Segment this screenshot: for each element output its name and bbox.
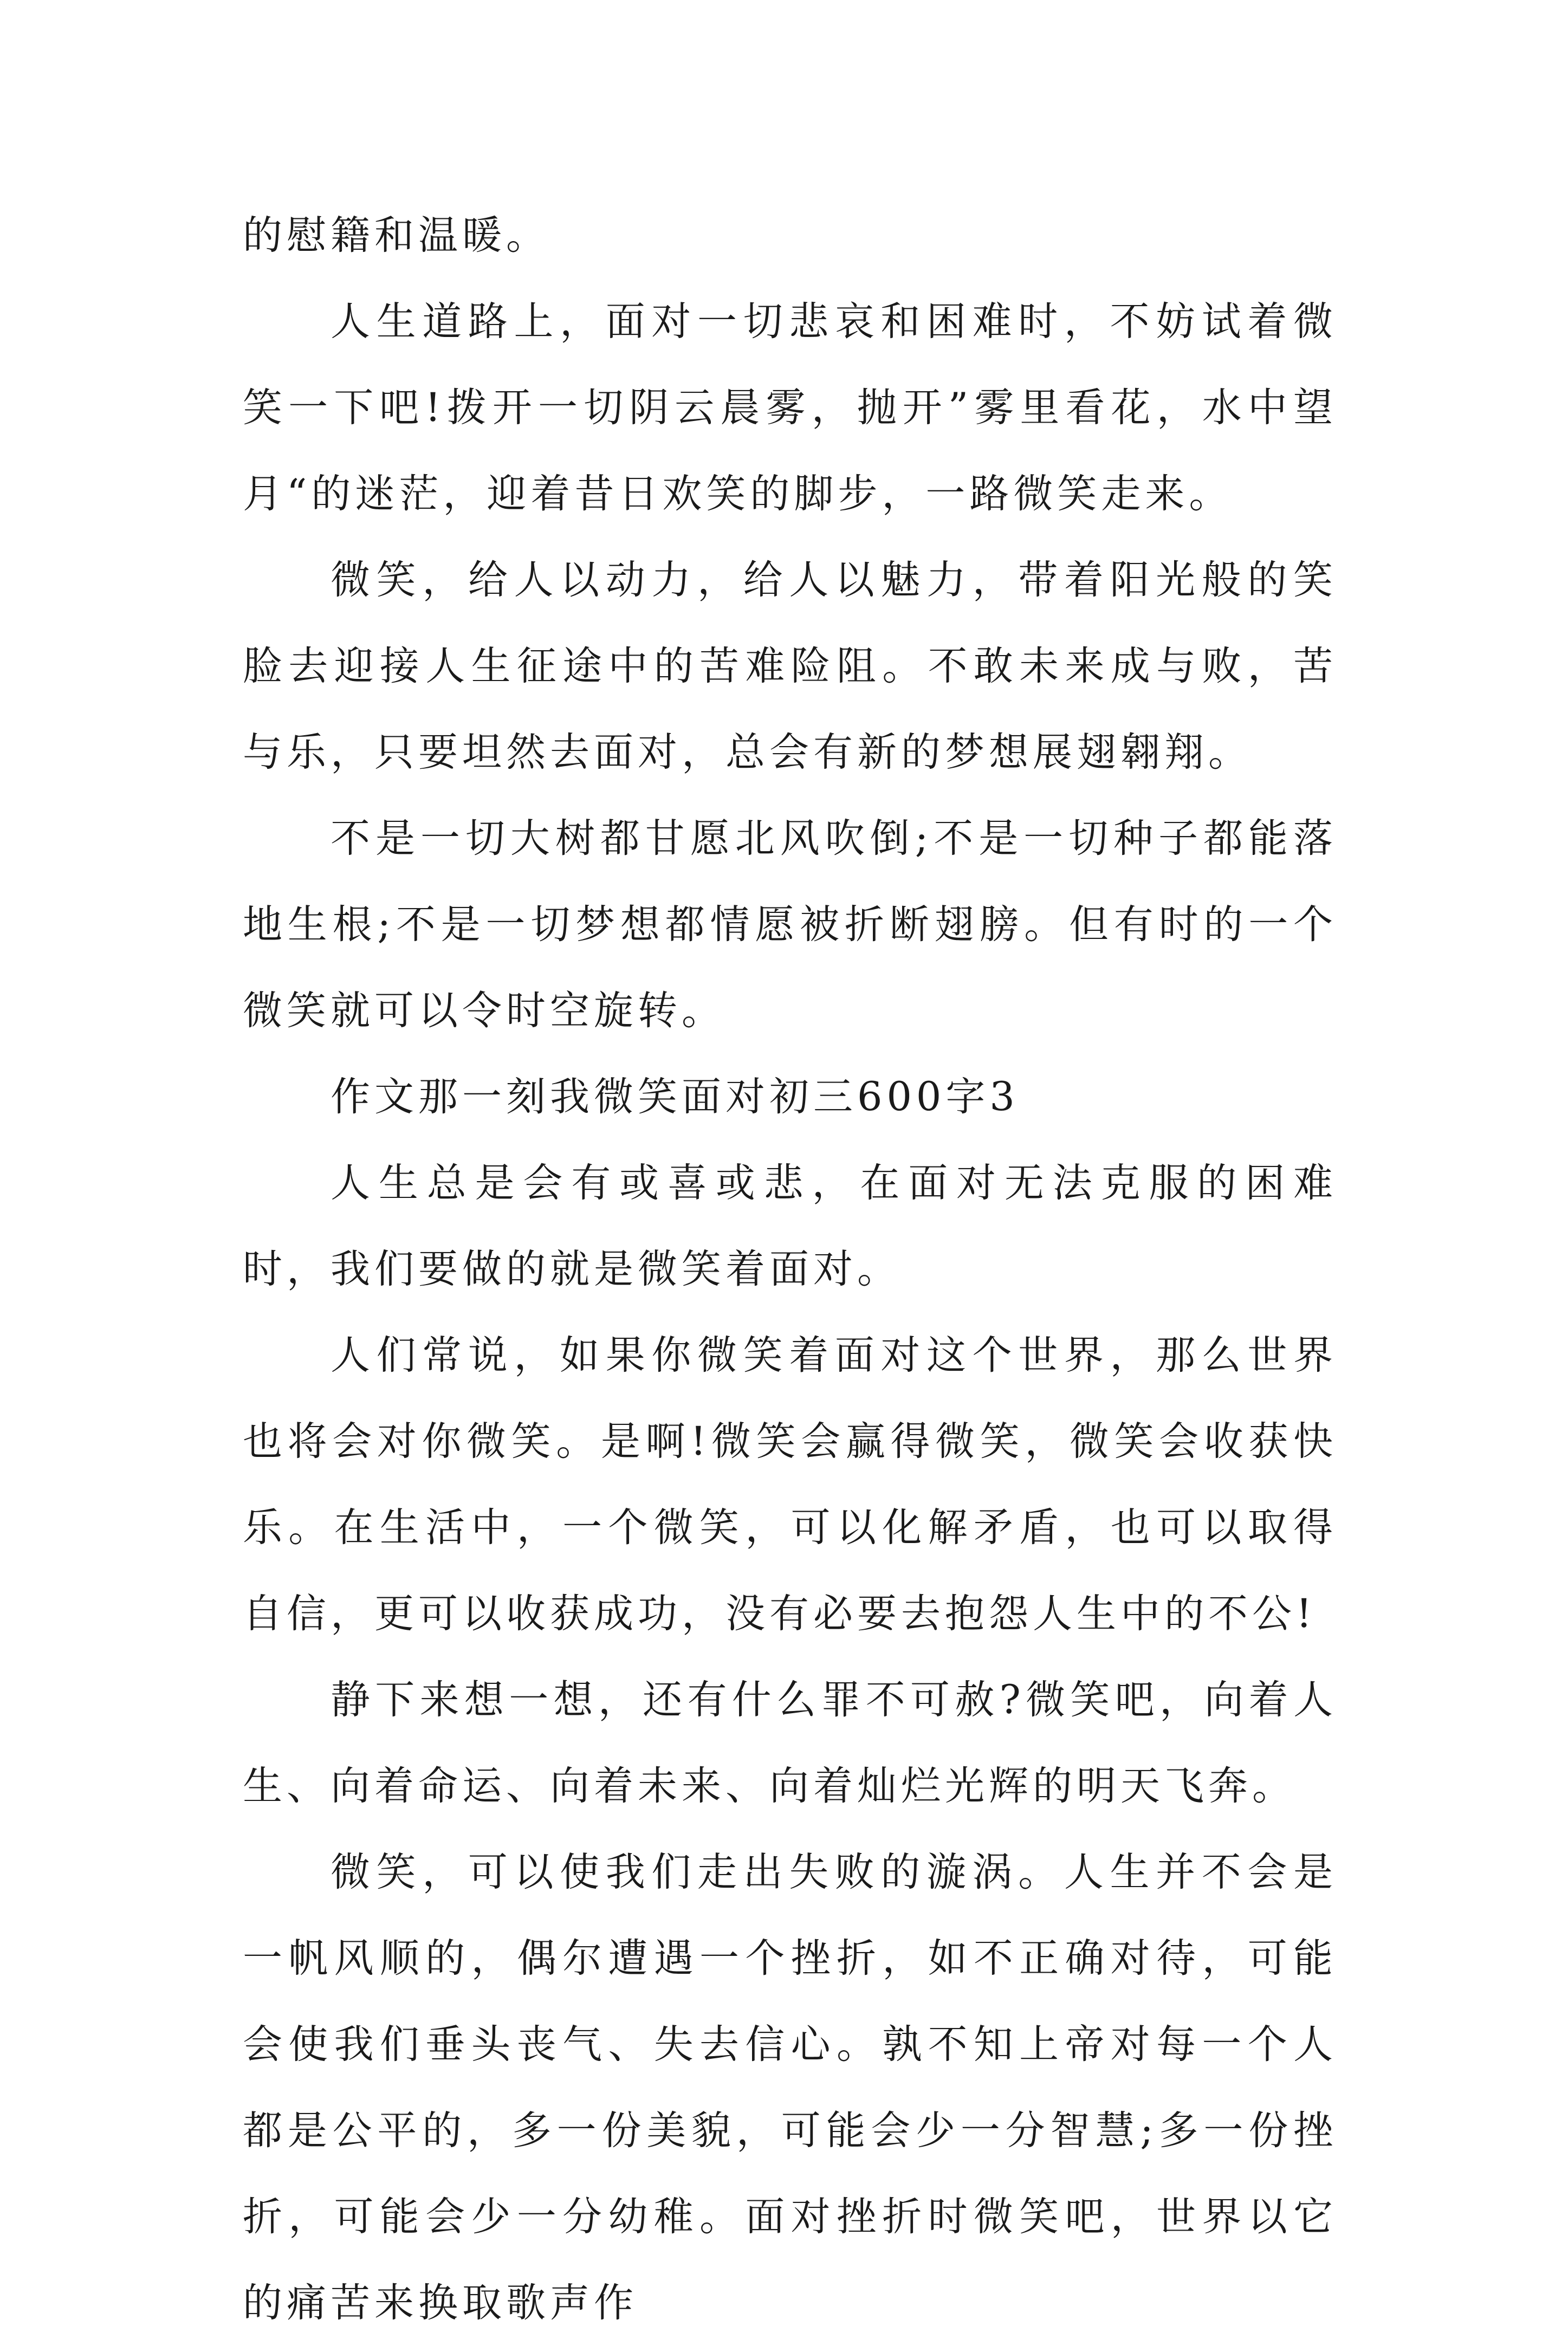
paragraph: 微笑，可以使我们走出失败的漩涡。人生并不会是一帆风顺的，偶尔遭遇一个挫折，如不正确对待，可能会使我们垂头丧气、失去信心。孰不知上帝对每一个人都是公平的，多一份美貌，可能会少一分智慧;多一份挫折，可能会少一分幼稚。面对挫折时微笑吧，世界以它的痛苦来换取歌声作 (243, 1849, 1337, 2326)
paragraph-continuation: 的慰籍和温暖。 (243, 212, 550, 258)
document-body (243, 192, 1337, 2346)
paragraph: 人生总是会有或喜或悲，在面对无法克服的困难时，我们要做的就是微笑着面对。 (243, 1160, 1337, 1292)
paragraph: 静下来想一想，还有什么罪不可赦?微笑吧，向着人生、向着命运、向着未来、向着灿烂光辉的明天飞奔。 (243, 1677, 1337, 1809)
paragraph: 微笑，给人以动力，给人以魅力，带着阳光般的笑脸去迎接人生征途中的苦难险阻。不敢未来成与败，苦与乐，只要坦然去面对，总会有新的梦想展翅翱翔。 (243, 557, 1337, 775)
paragraph: 人生道路上，面对一切悲哀和困难时，不妨试着微笑一下吧!拨开一切阴云晨雾，抛开”雾里看花，水中望月“的迷茫，迎着昔日欢笑的脚步，一路微笑走来。 (243, 299, 1337, 517)
section-heading: 作文那一刻我微笑面对初三600字3 (331, 1074, 1019, 1120)
paragraph: 人们常说，如果你微笑着面对这个世界，那么世界也将会对你微笑。是啊!微笑会赢得微笑，微笑会收获快乐。在生活中，一个微笑，可以化解矛盾，也可以取得自信，更可以收获成功，没有必要去抱怨人生中的不公! (243, 1332, 1337, 1637)
paragraph: 不是一切大树都甘愿北风吹倒;不是一切种子都能落地生根;不是一切梦想都情愿被折断翅膀。但有时的一个微笑就可以令时空旋转。 (243, 815, 1337, 1034)
